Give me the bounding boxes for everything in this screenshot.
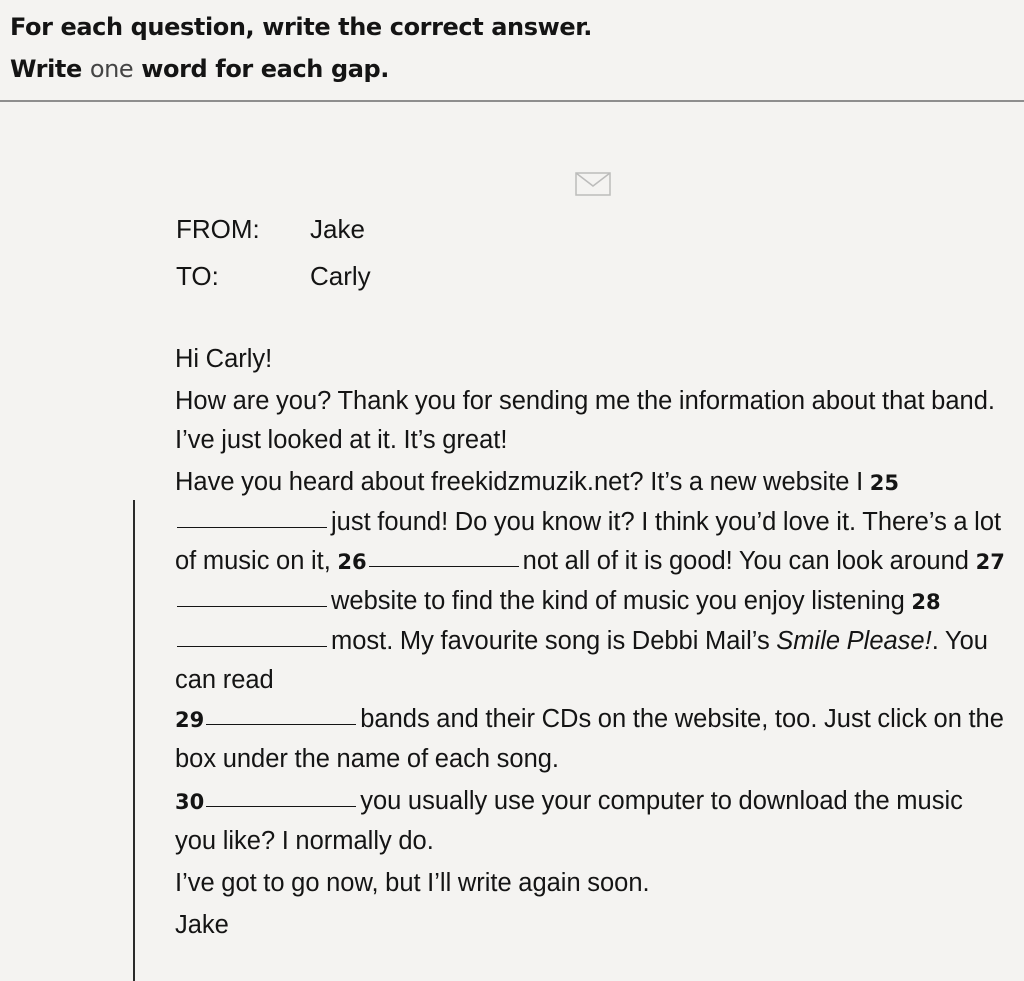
answer-gap-25[interactable] bbox=[177, 527, 327, 528]
text-segment: not all of it is good! You can look around bbox=[522, 547, 969, 575]
question-number-26: 26 bbox=[337, 550, 367, 574]
text-segment: Have you heard about freekidzmuzik.net? It’s a new website I bbox=[175, 468, 864, 496]
margin-line bbox=[133, 500, 135, 981]
from-row bbox=[176, 214, 365, 244]
question-number-25: 25 bbox=[869, 471, 899, 495]
question-number-29: 29 bbox=[175, 708, 205, 732]
envelope-icon bbox=[575, 172, 611, 196]
answer-gap-27[interactable] bbox=[177, 606, 327, 607]
instruction-line-2-end: word for each gap. bbox=[133, 55, 390, 83]
instruction-line-1: For each question, write the correct answer. bbox=[10, 13, 593, 41]
text-segment: just found! Do you know it? I think you’d love it. There’s a lot of music on it, bbox=[175, 508, 1002, 575]
instruction-line-2-start: Write bbox=[10, 55, 90, 83]
answer-gap-29[interactable] bbox=[206, 724, 356, 725]
paragraph-3 bbox=[175, 782, 1005, 861]
answer-gap-26[interactable] bbox=[369, 566, 519, 567]
instructions bbox=[10, 6, 592, 90]
from-value: Jake bbox=[310, 214, 365, 244]
from-label: FROM: bbox=[176, 214, 260, 244]
instruction-line-2 bbox=[10, 48, 592, 90]
text-segment: website to find the kind of music you enjoy listening bbox=[331, 587, 905, 615]
question-number-27: 27 bbox=[975, 550, 1005, 574]
signoff: Jake bbox=[175, 911, 229, 939]
paragraph-1: How are you? Thank you for sending me the information about that band. I’ve just looked at it. It’s great! bbox=[175, 387, 995, 454]
answer-gap-30[interactable] bbox=[206, 806, 356, 807]
greeting: Hi Carly! bbox=[175, 345, 273, 373]
text-segment: bands and their CDs on the website, too. Just click on the box under the name of each song. bbox=[175, 705, 1004, 773]
text-segment: you usually use your computer to download the music you like? I normally do. bbox=[175, 787, 963, 855]
to-row bbox=[176, 261, 371, 291]
answer-gap-28[interactable] bbox=[177, 646, 327, 647]
divider bbox=[0, 100, 1024, 102]
text-segment: most. My favourite song is Debbi Mail’s bbox=[331, 627, 770, 655]
song-title: Smile Please! bbox=[776, 627, 932, 655]
to-label: TO: bbox=[176, 261, 219, 291]
paragraph-4: I’ve got to go now, but I’ll write again soon. bbox=[175, 869, 650, 897]
text-segment: . You can read bbox=[175, 627, 988, 694]
paragraph-2 bbox=[175, 463, 1005, 779]
instruction-emphasis-word: one bbox=[89, 55, 134, 83]
to-value: Carly bbox=[310, 261, 371, 291]
question-number-28: 28 bbox=[911, 590, 941, 614]
email-body bbox=[175, 340, 1005, 948]
question-number-30: 30 bbox=[175, 790, 205, 814]
